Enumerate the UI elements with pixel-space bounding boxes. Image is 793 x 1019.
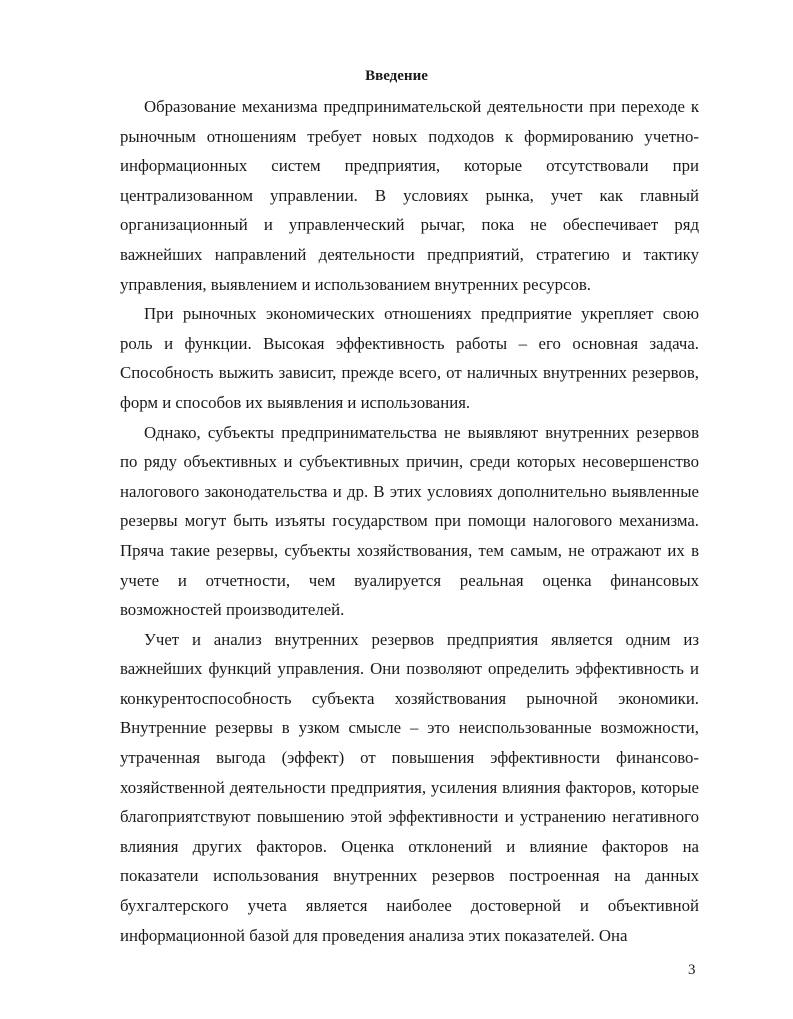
- page-number: 3: [688, 962, 696, 978]
- paragraph-4: Учет и анализ внутренних резервов предприятия является одним из важнейших функций управления. Они позволяют определить эффективность и конкурентоспособность субъекта хозяйствования рыночной экономики. Внутренние резервы в узком смысле – это неиспользованные возможности, утраченная выгода (эффект) от повышения эффективности финансово-хозяйственной деятельности предприятия, усиления влияния факторов, которые благоприятствуют повышению этой эффективности и устранению негативного влияния других факторов. Оценка отклонений и влияние факторов на показатели использования внутренних резервов построенная на данных бухгалтерского учета является наиболее достоверной и объективной информационной базой для проведения анализа этих показателей. Она: [120, 629, 699, 945]
- page-title: Введение: [365, 68, 428, 84]
- document-body: [120, 92, 699, 950]
- paragraph-3: Однако, субъекты предпринимательства не выявляют внутренних резервов по ряду объективных и субъективных причин, среди которых несовершенство налогового законодательства и др. В этих условиях дополнительно выявленные резервы могут быть изъяты государством при помощи налогового механизма. Пряча такие резервы, субъекты хозяйствования, тем самым, не отражают их в учете и отчетности, чем вуалируется реальная оценка финансовых возможностей производителей.: [120, 422, 699, 620]
- paragraph-1: Образование механизма предпринимательской деятельности при переходе к рыночным отношениям требует новых подходов к формированию учетно-информационных систем предприятия, которые отсутствовали при централизованном управлении. В условиях рынка, учет как главный организационный и управленческий рычаг, пока не обеспечивает ряд важнейших направлений деятельности предприятий, стратегию и тактику управления, выявлением и использованием внутренних ресурсов.: [120, 97, 699, 294]
- paragraph-2: При рыночных экономических отношениях предприятие укрепляет свою роль и функции. Высокая эффективность работы – его основная задача. Способность выжить зависит, прежде всего, от наличных внутренних резервов, форм и способов их выявления и использования.: [120, 304, 699, 412]
